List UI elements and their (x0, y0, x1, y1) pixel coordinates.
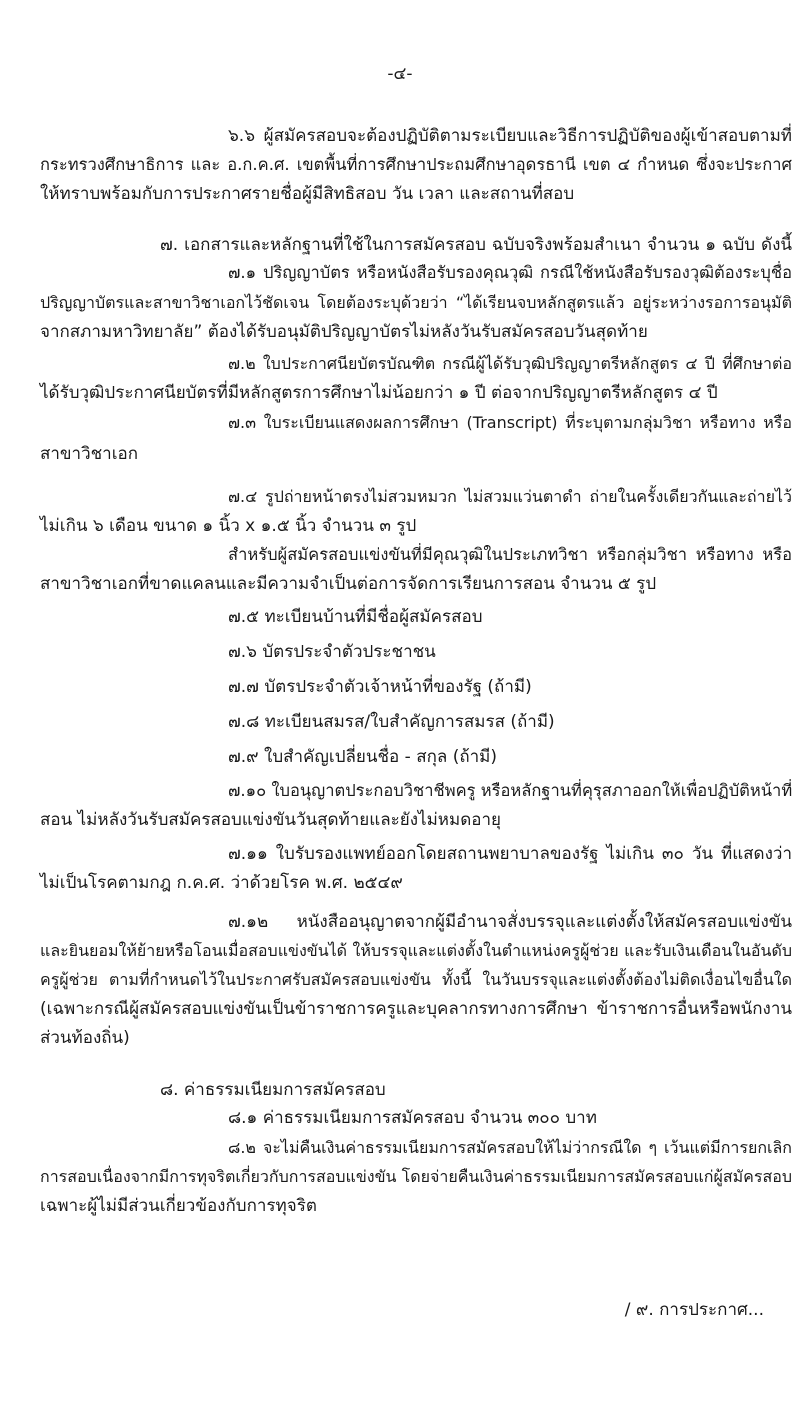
text-line: ครูผู้ช่วย ตามที่กำหนดไว้ในประกาศรับสมัครสอบแข่งขัน ทั้งนี้ ในวันบรรจุและแต่งตั้งต้องไม่ติดเงื่อนไขอื่นใด (40, 970, 792, 989)
text-line: ๗.๒ ใบประกาศนียบัตรบัณฑิต กรณีผู้ได้รับวุฒิปริญญาตรีหลักสูตร ๔ ปี ที่ศึกษาต่อ (228, 354, 792, 373)
text-line: และยินยอมให้ย้ายหรือโอนเมื่อสอบแข่งขันได้ ให้บรรจุและแต่งตั้งในตำแหน่งครูผู้ช่วย และรับเงินเดือนในอันดับ (40, 941, 792, 960)
text-line: ๗.๑ ปริญญาบัตร หรือหนังสือรับรองคุณวุฒิ กรณีใช้หนังสือรับรองวุฒิต้องระบุชื่อ (228, 263, 792, 282)
text-line: ๗.๑๒ หนังสืออนุญาตจากผู้มีอำนาจสั่งบรรจุและแต่งตั้งให้สมัครสอบแข่งขัน (228, 912, 792, 932)
text-line: ๖.๖ ผู้สมัครสอบจะต้องปฏิบัติตามระเบียบและวิธีการปฏิบัติของผู้เข้าสอบตามที่ (228, 126, 792, 146)
continuation-note: / ๙. การประกาศ... (624, 1300, 764, 1320)
text-line: (เฉพาะกรณีผู้สมัครสอบแข่งขันเป็นข้าราชการครูและบุคลากรทางการศึกษา ข้าราชการอื่นหรือพนักงาน (40, 999, 792, 1019)
text-line: การสอบเนื่องจากมีการทุจริตเกี่ยวกับการสอบแข่งขัน โดยจ่ายคืนเงินค่าธรรมเนียมการสมัครสอบแก่ผู้สมัครสอบ (40, 1167, 792, 1186)
list-item: ๗.๕ ทะเบียนบ้านที่มีชื่อผู้สมัครสอบ (228, 607, 483, 627)
text-line: สอน ไม่หลังวันรับสมัครสอบแข่งขันวันสุดท้ายและยังไม่หมดอายุ (40, 810, 501, 830)
text-line: กระทรวงศึกษาธิการ และ อ.ก.ค.ศ. เขตพื้นที่การศึกษาประถมศึกษาอุดรธานี เขต ๔ กำหนด ซึ่งจะประกาศ (40, 155, 792, 174)
text-line: ส่วนท้องถิ่น) (40, 1028, 130, 1048)
text-line: สาขาวิชาเอก (40, 444, 139, 464)
list-item: ๗.๙ ใบสำคัญเปลี่ยนชื่อ - สกุล (ถ้ามี) (228, 747, 498, 767)
section-heading: ๘. ค่าธรรมเนียมการสมัครสอบ (160, 1080, 386, 1100)
page-number: -๔- (387, 64, 413, 84)
text-line: ๗.๑๑ ใบรับรองแพทย์ออกโดยสถานพยาบาลของรัฐ ไม่เกิน ๓๐ วัน ที่แสดงว่า (228, 844, 792, 864)
text-line: สาขาวิชาเอกที่ขาดแคลนและมีความจำเป็นต่อการจัดการเรียนการสอน จำนวน ๕ รูป (40, 574, 657, 594)
text-line: จากสภามหาวิทยาลัย” ต้องได้รับอนุมัติปริญญาบัตรไม่หลังวันรับสมัครสอบวันสุดท้าย (40, 322, 648, 342)
list-item: ๗.๘ ทะเบียนสมรส/ใบสำคัญการสมรส (ถ้ามี) (228, 712, 555, 732)
text-line: ให้ทราบพร้อมกับการประกาศรายชื่อผู้มีสิทธิสอบ วัน เวลา และสถานที่สอบ (40, 184, 575, 204)
text-line: ๗.๑๐ ใบอนุญาตประกอบวิชาชีพครู หรือหลักฐานที่คุรุสภาออกให้เพื่อปฏิบัติหน้าที่ (228, 781, 793, 800)
list-item: ๗.๗ บัตรประจำตัวเจ้าหน้าที่ของรัฐ (ถ้ามี) (228, 677, 532, 697)
text-line: ๘.๒ จะไม่คืนเงินค่าธรรมเนียมการสมัครสอบให้ไม่ว่ากรณีใด ๆ เว้นแต่มีการยกเลิก (228, 1138, 792, 1157)
text-line: สำหรับผู้สมัครสอบแข่งขันที่มีคุณวุฒิในประเภทวิชา หรือกลุ่มวิชา หรือทาง หรือ (228, 545, 792, 564)
text-line: ปริญญาบัตรและสาขาวิชาเอกไว้ชัดเจน โดยต้องระบุด้วยว่า “ได้เรียนจบหลักสูตรแล้ว อยู่ระหว่างรอการอนุมัติ (40, 293, 792, 312)
text-line: เฉพาะผู้ไม่มีส่วนเกี่ยวข้องกับการทุจริต (40, 1196, 317, 1216)
text-line: ๗.๔ รูปถ่ายหน้าตรงไม่สวมหมวก ไม่สวมแว่นตาดำ ถ่ายในครั้งเดียวกันและถ่ายไว้ (228, 487, 792, 506)
text-line: ได้รับวุฒิประกาศนียบัตรที่มีหลักสูตรการศึกษาไม่น้อยกว่า ๑ ปี ต่อจากปริญญาตรีหลักสูตร ๔ ปี (40, 383, 718, 403)
text-line: ไม่เป็นโรคตามกฎ ก.ค.ศ. ว่าด้วยโรค พ.ศ. ๒๕๔๙ (40, 873, 403, 893)
text-line: ๘.๑ ค่าธรรมเนียมการสมัครสอบ จำนวน ๓๐๐ บาท (228, 1108, 597, 1128)
list-item: ๗.๖ บัตรประจำตัวประชาชน (228, 642, 436, 662)
section-heading: ๗. เอกสารและหลักฐานที่ใช้ในการสมัครสอบ ฉบับจริงพร้อมสำเนา จำนวน ๑ ฉบับ ดังนี้ (160, 235, 792, 255)
text-line: ๗.๓ ใบระเบียนแสดงผลการศึกษา (Transcript) ที่ระบุตามกลุ่มวิชา หรือทาง หรือ (228, 413, 792, 432)
text-line: ไม่เกิน ๖ เดือน ขนาด ๑ นิ้ว x ๑.๕ นิ้ว จำนวน ๓ รูป (40, 516, 417, 536)
